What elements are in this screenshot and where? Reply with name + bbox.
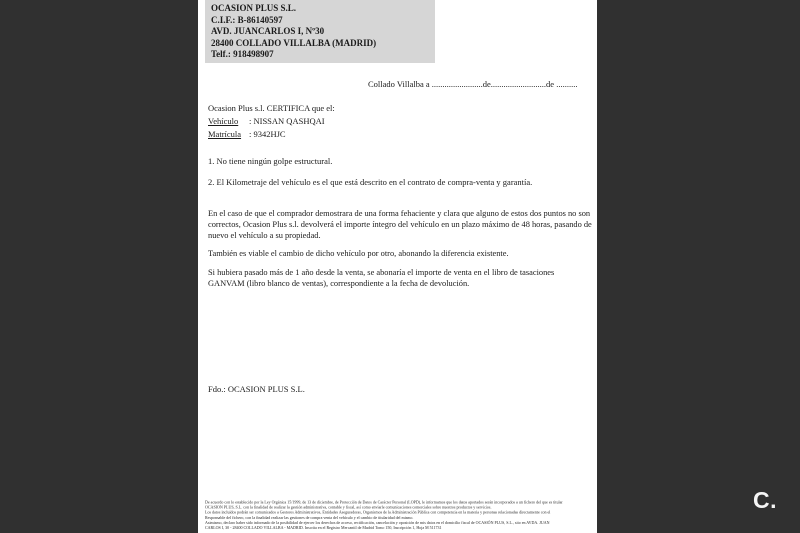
company-phone: Telf.: 918498907 bbox=[211, 49, 274, 60]
legal-line: De acuerdo con lo establecido por la Ley Orgánica 15/1999, de 13 de diciembre, de Protección de Datos de Carácter Personal (LOPD), le informamos que los datos aportados serán incorporados a un fichero del que es titular bbox=[205, 500, 563, 505]
legal-text-lines bbox=[205, 500, 597, 531]
certifies-line: Ocasion Plus s.l. CERTIFICA que el: bbox=[208, 103, 335, 113]
ganvam-paragraph: Si hubiera pasado más de 1 año desde la venta, se abonaría el importe de venta en el libro de tasaciones GANVAM (libro blanco de ventas), correspondiente a la fecha de devolución. bbox=[208, 268, 555, 288]
date-line: Collado Villalba a ........................de..........................de .......... bbox=[368, 79, 578, 89]
legal-line: OCASION PLUS, S.L. con la finalidad de realizar la gestión administrativa, contable y fiscal, así como enviarle comunicaciones comerciales sobre nuestros productos y servicios. bbox=[205, 505, 492, 510]
plate-label: Matrícula bbox=[208, 128, 242, 139]
certificate-page bbox=[198, 0, 597, 533]
company-address: AVD. JUANCARLOS I, Nº30 bbox=[211, 26, 325, 37]
company-name: OCASION PLUS S.L. bbox=[211, 3, 297, 13]
exchange-paragraph: También es viable el cambio de dicho vehículo por otro, abonando la diferencia existente. bbox=[208, 249, 509, 258]
condition-point-1: 1. No tiene ningún golpe estructural. bbox=[208, 156, 333, 166]
company-cif: C.I.F.: B-86140597 bbox=[211, 14, 283, 25]
coches-net-logo: C. bbox=[753, 487, 777, 513]
legal-line: CARLOS I, 30 - 28400 COLLADO VILLALBA - MADRID. Inscrita en el Registro Mercantil de Madrid Tomo 150, Inscripción 1, Hoja M 511731 bbox=[205, 525, 442, 531]
legal-line: Los datos incluidos podrán ser comunicados a Gestores Administrativos, Entidades Aseguradoras, Organismos de la Administración Pública con competencia en la materia y personas relacionadas directamente con el bbox=[205, 510, 551, 515]
legal-line: Asimismo, declaro haber sido informado de la posibilidad de ejercer los derechos de acceso, rectificación, cancelación y oposición de mis datos en el domicilio fiscal de OCASIÓN PLUS, S.L., sito en AVDA. JUAN bbox=[205, 520, 550, 525]
vehicle-label: Vehículo bbox=[208, 116, 239, 126]
vehicle-line bbox=[208, 116, 325, 126]
company-header-block bbox=[205, 0, 435, 63]
plate-line bbox=[208, 129, 286, 139]
company-city: 28400 COLLADO VILLALBA (MADRID) bbox=[211, 37, 377, 48]
plate-value: : 9342HJC bbox=[249, 128, 286, 139]
refund-paragraph: En el caso de que el comprador demostrara de una forma fehaciente y clara que alguno de estos dos puntos no son correctos, Ocasion Plus s.l. devolverá el importe íntegro del vehículo en un plazo máximo de 48 horas, pasando de nuevo el vehículo a su propiedad. bbox=[208, 209, 592, 240]
legal-text-block bbox=[205, 500, 595, 532]
legal-line: Responsable del fichero, con la finalidad realizar las gestiones de compra venta del vehículo y el cambio de titularidad del mismo. bbox=[205, 515, 414, 520]
signature-line: Fdo.: OCASION PLUS S.L. bbox=[208, 384, 305, 394]
vehicle-value: : NISSAN QASHQAI bbox=[249, 116, 325, 126]
condition-point-2: 2. El Kilometraje del vehículo es el que está descrito en el contrato de compra-venta y garantía. bbox=[208, 177, 533, 187]
